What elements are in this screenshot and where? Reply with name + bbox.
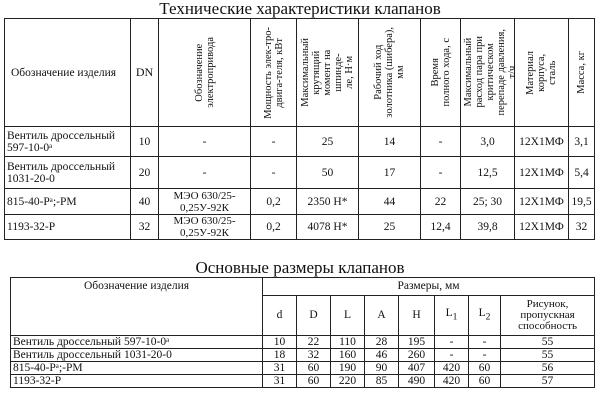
cell-name: Вентиль дроссельный 597-10-0ᵃ [5, 127, 131, 157]
cell-A: 85 [365, 375, 399, 388]
cell-torque: 4078 Н* [297, 215, 359, 240]
cell-name: Вентиль дроссельный 1031-20-0 [5, 157, 131, 189]
cell-torque: 2350 Н* [297, 189, 359, 215]
cell-time: - [421, 157, 461, 189]
header-name: Обозначение изделия [5, 19, 131, 127]
header-drive: Обозначение электропривода [159, 19, 251, 127]
header-torque: Максимальный крутящий момент на шпинде- ле, Н·м [297, 19, 359, 127]
cell-L1: - [435, 349, 469, 362]
cell-L1: 420 [435, 375, 469, 388]
cell-H: 490 [399, 375, 435, 388]
cell-L: 110 [331, 336, 365, 349]
cell-mass: 3,1 [569, 127, 595, 157]
header-L: L [331, 296, 365, 336]
cell-mass: 19,5 [569, 189, 595, 215]
cell-D: 60 [297, 362, 331, 375]
valve-dimensions-table [10, 277, 595, 388]
cell-A: 28 [365, 336, 399, 349]
cell-fig: 55 [501, 349, 595, 362]
cell-flow: 3,0 [461, 127, 515, 157]
cell-D: 22 [297, 336, 331, 349]
cell-D: 32 [297, 349, 331, 362]
cell-power: - [251, 127, 297, 157]
cell-name: 815-40-Рᵃ;-РМ [11, 362, 263, 375]
cell-material: 12Х1МФ [515, 127, 569, 157]
cell-name: 1193-32-Р [11, 375, 263, 388]
cell-D: 60 [297, 375, 331, 388]
header-d: d [263, 296, 297, 336]
cell-drive: МЭО 630/25- 0,25У-92К [159, 215, 251, 240]
cell-H: 260 [399, 349, 435, 362]
cell-stroke: 25 [359, 215, 421, 240]
cell-H: 195 [399, 336, 435, 349]
cell-dn: 32 [131, 215, 159, 240]
header-A: A [365, 296, 399, 336]
cell-stroke: 14 [359, 127, 421, 157]
table-row [11, 375, 595, 388]
cell-A: 46 [365, 349, 399, 362]
cell-name: 1193-32-Р [5, 215, 131, 240]
cell-L: 160 [331, 349, 365, 362]
cell-fig: 56 [501, 362, 595, 375]
cell-time: 22 [421, 189, 461, 215]
table-row [11, 336, 595, 349]
table-row [5, 127, 595, 157]
cell-L2: - [469, 336, 501, 349]
cell-drive: - [159, 127, 251, 157]
cell-stroke: 44 [359, 189, 421, 215]
cell-time: 12,4 [421, 215, 461, 240]
title-technical-specs: Технические характеристики клапанов [159, 0, 441, 18]
header-H: H [399, 296, 435, 336]
header-L1: $L_1$ [435, 296, 469, 336]
cell-name: 815-40-Рᵃ;-РМ [5, 189, 131, 215]
table-row [11, 349, 595, 362]
cell-material: 12Х1МФ [515, 157, 569, 189]
cell-power: 0,2 [251, 215, 297, 240]
header-time: Время полного хода, с [421, 19, 461, 127]
cell-d: 10 [263, 336, 297, 349]
table-row [5, 189, 595, 215]
cell-mass: 32 [569, 215, 595, 240]
cell-d: 18 [263, 349, 297, 362]
header-name: Обозначение изделия [11, 278, 263, 336]
table-row [5, 215, 595, 240]
title-main-dimensions: Основные размеры клапанов [195, 258, 405, 277]
cell-L: 220 [331, 375, 365, 388]
cell-L2: 60 [469, 362, 501, 375]
cell-flow: 12,5 [461, 157, 515, 189]
cell-dn: 10 [131, 127, 159, 157]
cell-stroke: 17 [359, 157, 421, 189]
cell-L1: - [435, 336, 469, 349]
header-power: Мощность элек-тро- двига-теля, кВт [251, 19, 297, 127]
header-stroke: Рабочий ход золотника (шибера), мм [359, 19, 421, 127]
header-material: Материал корпуса, сталь [515, 19, 569, 127]
cell-time: - [421, 127, 461, 157]
cell-power: 0,2 [251, 189, 297, 215]
cell-material: 12Х1МФ [515, 215, 569, 240]
cell-name: Вентиль дроссельный 597-10-0ᵃ [11, 336, 263, 349]
cell-L2: 60 [469, 375, 501, 388]
cell-mass: 5,4 [569, 157, 595, 189]
cell-flow: 39,8 [461, 215, 515, 240]
cell-A: 90 [365, 362, 399, 375]
cell-fig: 55 [501, 336, 595, 349]
cell-H: 407 [399, 362, 435, 375]
table-row [5, 157, 595, 189]
header-flow: Максимальный расход пара при критическом перепаде давления, т/ч [461, 19, 515, 127]
cell-torque: 50 [297, 157, 359, 189]
cell-material: 12Х1МФ [515, 189, 569, 215]
header-mass: Масса, кг [569, 19, 595, 127]
cell-flow: 25; 30 [461, 189, 515, 215]
cell-d: 31 [263, 362, 297, 375]
cell-torque: 25 [297, 127, 359, 157]
cell-drive: - [159, 157, 251, 189]
cell-L1: 420 [435, 362, 469, 375]
header-D: D [297, 296, 331, 336]
cell-dn: 20 [131, 157, 159, 189]
header-dn: DN [131, 19, 159, 127]
header-sizes: Размеры, мм [263, 278, 595, 296]
header-L2: $L_2$ [469, 296, 501, 336]
valve-specs-table [4, 18, 595, 240]
table-row [11, 362, 595, 375]
cell-L: 190 [331, 362, 365, 375]
cell-dn: 40 [131, 189, 159, 215]
cell-power: - [251, 157, 297, 189]
cell-d: 31 [263, 375, 297, 388]
cell-fig: 57 [501, 375, 595, 388]
cell-name: Вентиль дроссельный 1031-20-0 [11, 349, 263, 362]
cell-L2: - [469, 349, 501, 362]
header-figure: Рисунок, пропускная способность [501, 296, 595, 336]
cell-drive: МЭО 630/25- 0,25У-92К [159, 189, 251, 215]
